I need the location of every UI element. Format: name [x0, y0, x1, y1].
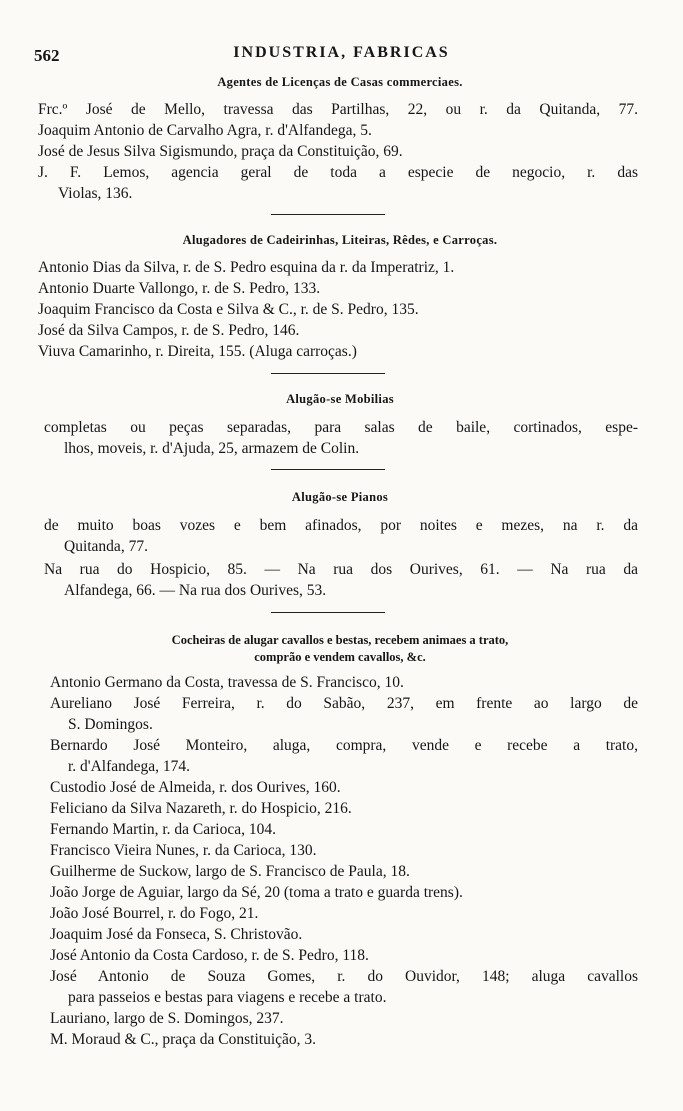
- list-item-continuation: r. d'Alfandega, 174.: [68, 758, 191, 775]
- list-item: Viuva Camarinho, r. Direita, 155. (Aluga carroças.): [38, 343, 357, 360]
- list-item-continuation: Violas, 136.: [58, 185, 133, 202]
- list-item: Fernando Martin, r. da Carioca, 104.: [50, 821, 276, 838]
- section-divider: [271, 469, 385, 470]
- section-divider: [271, 612, 385, 613]
- section-heading-cocheiras-line1: Cocheiras de alugar cavallos e bestas, recebem animaes a trato,: [171, 633, 509, 647]
- section-heading-cocheiras-line2: comprão e vendem cavallos, &c.: [254, 650, 426, 664]
- section-heading-agentes: Agentes de Licenças de Casas commerciaes.: [217, 75, 463, 89]
- list-item: Joaquim Francisco da Costa e Silva & C., r. de S. Pedro, 135.: [38, 301, 419, 318]
- list-item: J. F. Lemos, agencia geral de toda a especie de negocio, r. das: [38, 164, 638, 181]
- section-heading-cocheiras: [60, 632, 620, 666]
- list-item: M. Moraud & C., praça da Constituição, 3.: [50, 1031, 317, 1048]
- list-item-continuation: S. Domingos.: [68, 716, 153, 733]
- list-item: completas ou peças separadas, para salas de baile, cortinados, espe-: [44, 419, 638, 436]
- list-item-continuation: para passeios e bestas para viagens e recebe a trato.: [68, 989, 387, 1006]
- list-item: Guilherme de Suckow, largo de S. Francisco de Paula, 18.: [50, 863, 410, 880]
- list-item: Antonio Duarte Vallongo, r. de S. Pedro, 133.: [38, 280, 321, 297]
- page-number: 562: [34, 46, 60, 65]
- list-item-continuation: lhos, moveis, r. d'Ajuda, 25, armazem de Colin.: [64, 440, 360, 457]
- list-item: João Jorge de Aguiar, largo da Sé, 20 (toma a trato e guarda trens).: [50, 884, 463, 901]
- list-item: Joaquim Antonio de Carvalho Agra, r. d'Alfandega, 5.: [38, 122, 372, 139]
- list-item: Antonio Dias da Silva, r. de S. Pedro esquina da r. da Imperatriz, 1.: [38, 259, 455, 276]
- list-item: José Antonio de Souza Gomes, r. do Ouvidor, 148; aluga cavallos: [50, 968, 638, 985]
- list-item: Frc.º José de Mello, travessa das Partilhas, 22, ou r. da Quitanda, 77.: [38, 101, 638, 118]
- list-item: Na rua do Hospicio, 85. — Na rua dos Ourives, 61. — Na rua da: [44, 561, 638, 578]
- list-item: Lauriano, largo de S. Domingos, 237.: [50, 1010, 284, 1027]
- list-item: Custodio José de Almeida, r. dos Ourives, 160.: [50, 779, 341, 796]
- list-item: José Antonio da Costa Cardoso, r. de S. Pedro, 118.: [50, 947, 369, 964]
- list-item: Francisco Vieira Nunes, r. da Carioca, 130.: [50, 842, 317, 859]
- section-heading-pianos: Alugão-se Pianos: [291, 490, 389, 504]
- section-heading-alugadores: Alugadores de Cadeirinhas, Liteiras, Rêdes, e Carroças.: [182, 233, 498, 247]
- section-divider: [271, 373, 385, 374]
- list-item: João José Bourrel, r. do Fogo, 21.: [50, 905, 259, 922]
- running-head: INDUSTRIA, FABRICAS: [233, 44, 450, 61]
- list-item: José de Jesus Silva Sigismundo, praça da Constituição, 69.: [38, 143, 403, 160]
- section-heading-mobilias: Alugão-se Mobilias: [286, 392, 394, 406]
- list-item: José da Silva Campos, r. de S. Pedro, 146.: [38, 322, 300, 339]
- list-item: Joaquim José da Fonseca, S. Christovão.: [50, 926, 303, 943]
- list-item: Bernardo José Monteiro, aluga, compra, vende e recebe a trato,: [50, 737, 638, 754]
- list-item-continuation: Quitanda, 77.: [64, 538, 148, 555]
- list-item: de muito boas vozes e bem afinados, por noites e mezes, na r. da: [44, 517, 638, 534]
- section-divider: [271, 214, 385, 215]
- list-item-continuation: Alfandega, 66. — Na rua dos Ourives, 53.: [64, 582, 327, 599]
- list-item: Aureliano José Ferreira, r. do Sabão, 237, em frente ao largo de: [50, 695, 638, 712]
- list-item: Feliciano da Silva Nazareth, r. do Hospicio, 216.: [50, 800, 352, 817]
- list-item: Antonio Germano da Costa, travessa de S. Francisco, 10.: [50, 674, 404, 691]
